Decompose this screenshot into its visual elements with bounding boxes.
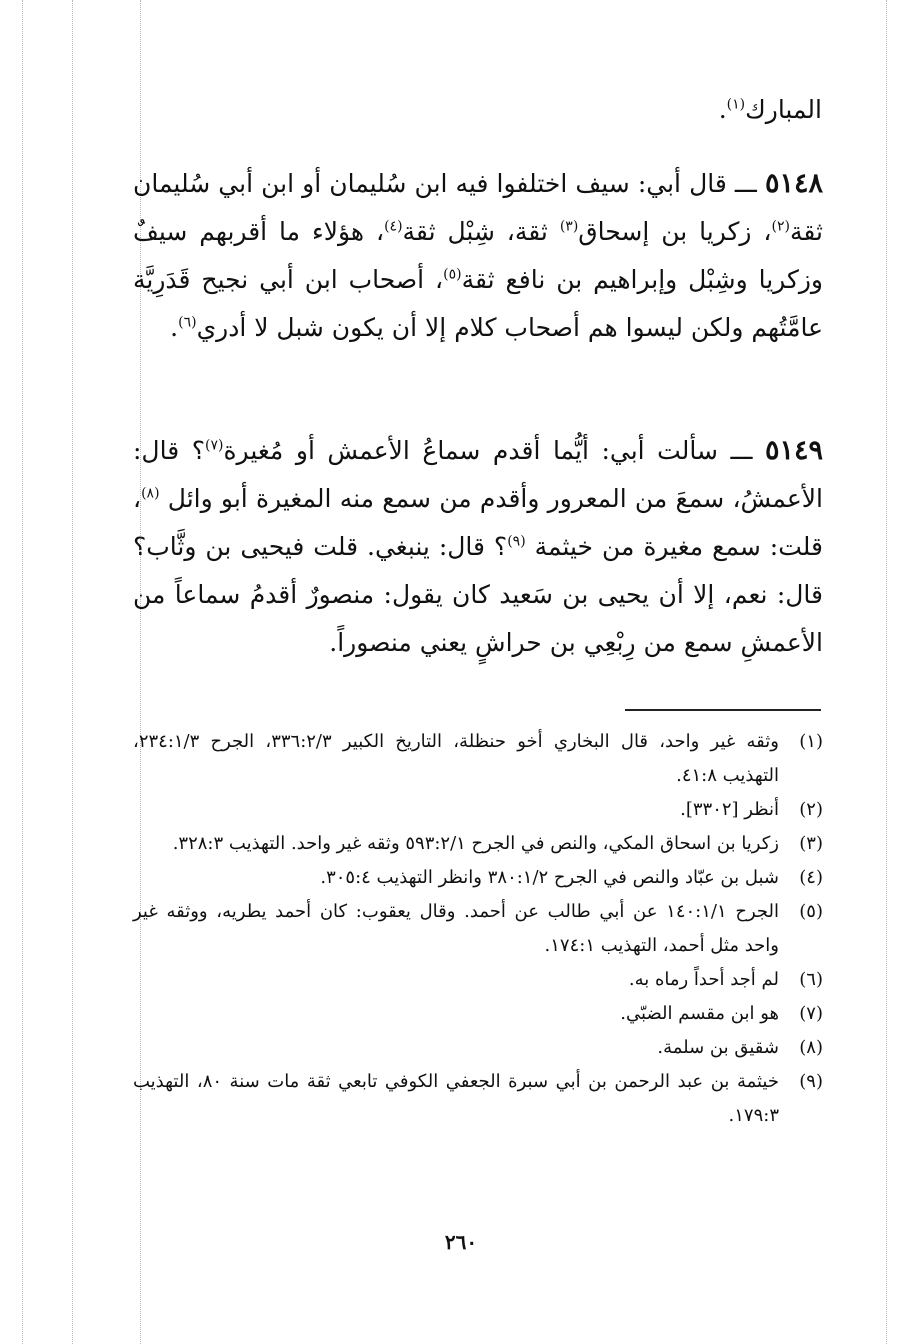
- entry-number: ٥١٤٩: [764, 435, 823, 466]
- footnote-ref: (٥): [443, 266, 462, 283]
- footnote-ref: (٦): [178, 314, 197, 331]
- footnote-ref: (٢): [771, 218, 790, 235]
- page-number: ٢٦٠: [444, 1230, 478, 1254]
- footnote: [133, 793, 823, 827]
- entry-text-segment: ، قلت: سمع مغيرة من خيثمة: [133, 484, 823, 561]
- footnote-number: (٤): [799, 867, 823, 888]
- footnote: [133, 895, 823, 963]
- footnote-number: (٥): [799, 901, 823, 922]
- footnote-number: (٧): [799, 1003, 823, 1024]
- footnote: [133, 997, 823, 1031]
- entry-text-segment: ، هؤلاء ما أقربهم سيفٌ وزكريا وشِبْل وإبراهيم بن نافع ثقة: [133, 217, 824, 294]
- footnote-ref: (٩): [507, 533, 526, 550]
- footnote-text: الجرح ١٤٠:١/١ عن أبي طالب عن أحمد. وقال يعقوب: كان أحمد يطريه، ووثقه غير واحد مثل أحمد، التهذيب ١٧٤:١.: [133, 901, 779, 956]
- margin-guide: [22, 0, 23, 1344]
- footnote-text: وثقه غير واحد، قال البخاري أخو حنظلة، التاريخ الكبير ٣٣٦:٢/٣، الجرح ٢٣٤:١/٣، التهذيب ٤١:٨.: [133, 731, 779, 786]
- footnote: [133, 1031, 823, 1065]
- footnote: [133, 861, 823, 895]
- continuation-line: [719, 86, 822, 134]
- entry-text-segment: ؟ قال: ينبغي. قلت فيحيى بن وثَّاب؟ قال: نعم، إلا أن يحيى بن سَعيد كان يقول: منصورٌ أقدمُ سماعاً من الأعمشِ سمع من رِبْعِي بن حراشٍ يعني منصوراً.: [133, 532, 823, 657]
- footnote-ref: (٤): [384, 218, 403, 235]
- footnote-ref: (٣): [559, 218, 579, 235]
- entry-text-segment: قال أبي: سيف اختلفوا فيه ابن سُليمان أو ابن أبي سُليمان ثقة: [133, 169, 823, 246]
- entry-text: [133, 169, 823, 342]
- footnote-text: هو ابن مقسم الضبّي.: [620, 1003, 779, 1024]
- entry-number: ٥١٤٨: [764, 168, 823, 199]
- continuation-end: .: [718, 95, 727, 124]
- margin-guide: [72, 0, 73, 1344]
- entry-text-segment: .: [170, 313, 179, 342]
- margin-guide: [886, 0, 887, 1344]
- entry-dash: ـــ: [734, 169, 757, 198]
- footnote-separator: [625, 709, 821, 711]
- entry-dash: ـــ: [730, 436, 753, 465]
- footnote-ref: (١): [726, 96, 746, 113]
- footnote-text: خيثمة بن عبد الرحمن بن أبي سبرة الجعفي الكوفي تابعي ثقة مات سنة ٨٠، التهذيب ١٧٩:٣.: [133, 1071, 779, 1126]
- footnote-number: (٦): [799, 969, 823, 990]
- entry-text-segment: ثقة، شِبْل ثقة: [402, 217, 560, 246]
- footnote-text: شبل بن عبّاد والنص في الجرح ٣٨٠:١/٢ وانظر التهذيب ٣٠٥:٤.: [320, 867, 779, 888]
- footnote: [133, 827, 823, 861]
- entry-5149: [133, 427, 823, 667]
- footnote-number: (٨): [799, 1037, 823, 1058]
- entry-text: [133, 436, 823, 657]
- entry-text-segment: سألت أبي: أيُّما أقدم سماعُ الأعمش أو مُغيرة: [223, 436, 718, 465]
- footnote-ref: (٨): [141, 485, 160, 502]
- footnote-text: زكريا بن اسحاق المكي، والنص في الجرح ٥٩٣:٢/١ وثقه غير واحد. التهذيب ٣٢٨:٣.: [172, 833, 779, 854]
- footnote-number: (٣): [799, 833, 823, 854]
- footnote-text: لم أجد أحداً رماه به.: [628, 969, 779, 990]
- footnote-text: أنظر [٣٣٠٢].: [680, 799, 779, 820]
- entry-5148: [133, 160, 823, 352]
- continuation-text: المبارك: [745, 95, 822, 124]
- footnote: [133, 725, 823, 793]
- footnote-number: (٩): [799, 1071, 823, 1092]
- footnotes: [133, 725, 823, 1133]
- footnote-number: (٢): [799, 799, 823, 820]
- footnote: [133, 963, 823, 997]
- footnote-ref: (٧): [204, 437, 224, 454]
- footnote: [133, 1065, 823, 1133]
- footnote-text: شقيق بن سلمة.: [657, 1037, 779, 1058]
- entry-text-segment: ، أصحاب ابن أبي نجيح قَدَرِيَّة عامَّتُهم ولكن ليسوا هم أصحاب كلام إلا أن يكون شبل لا أدري: [133, 265, 823, 342]
- footnote-number: (١): [799, 731, 823, 752]
- entry-text-segment: ، زكريا بن إسحاق: [578, 217, 772, 246]
- entry-text-segment: ؟ قال: الأعمشُ، سمعَ من المعرور وأقدم من سمع منه المغيرة أبو وائل: [133, 436, 823, 513]
